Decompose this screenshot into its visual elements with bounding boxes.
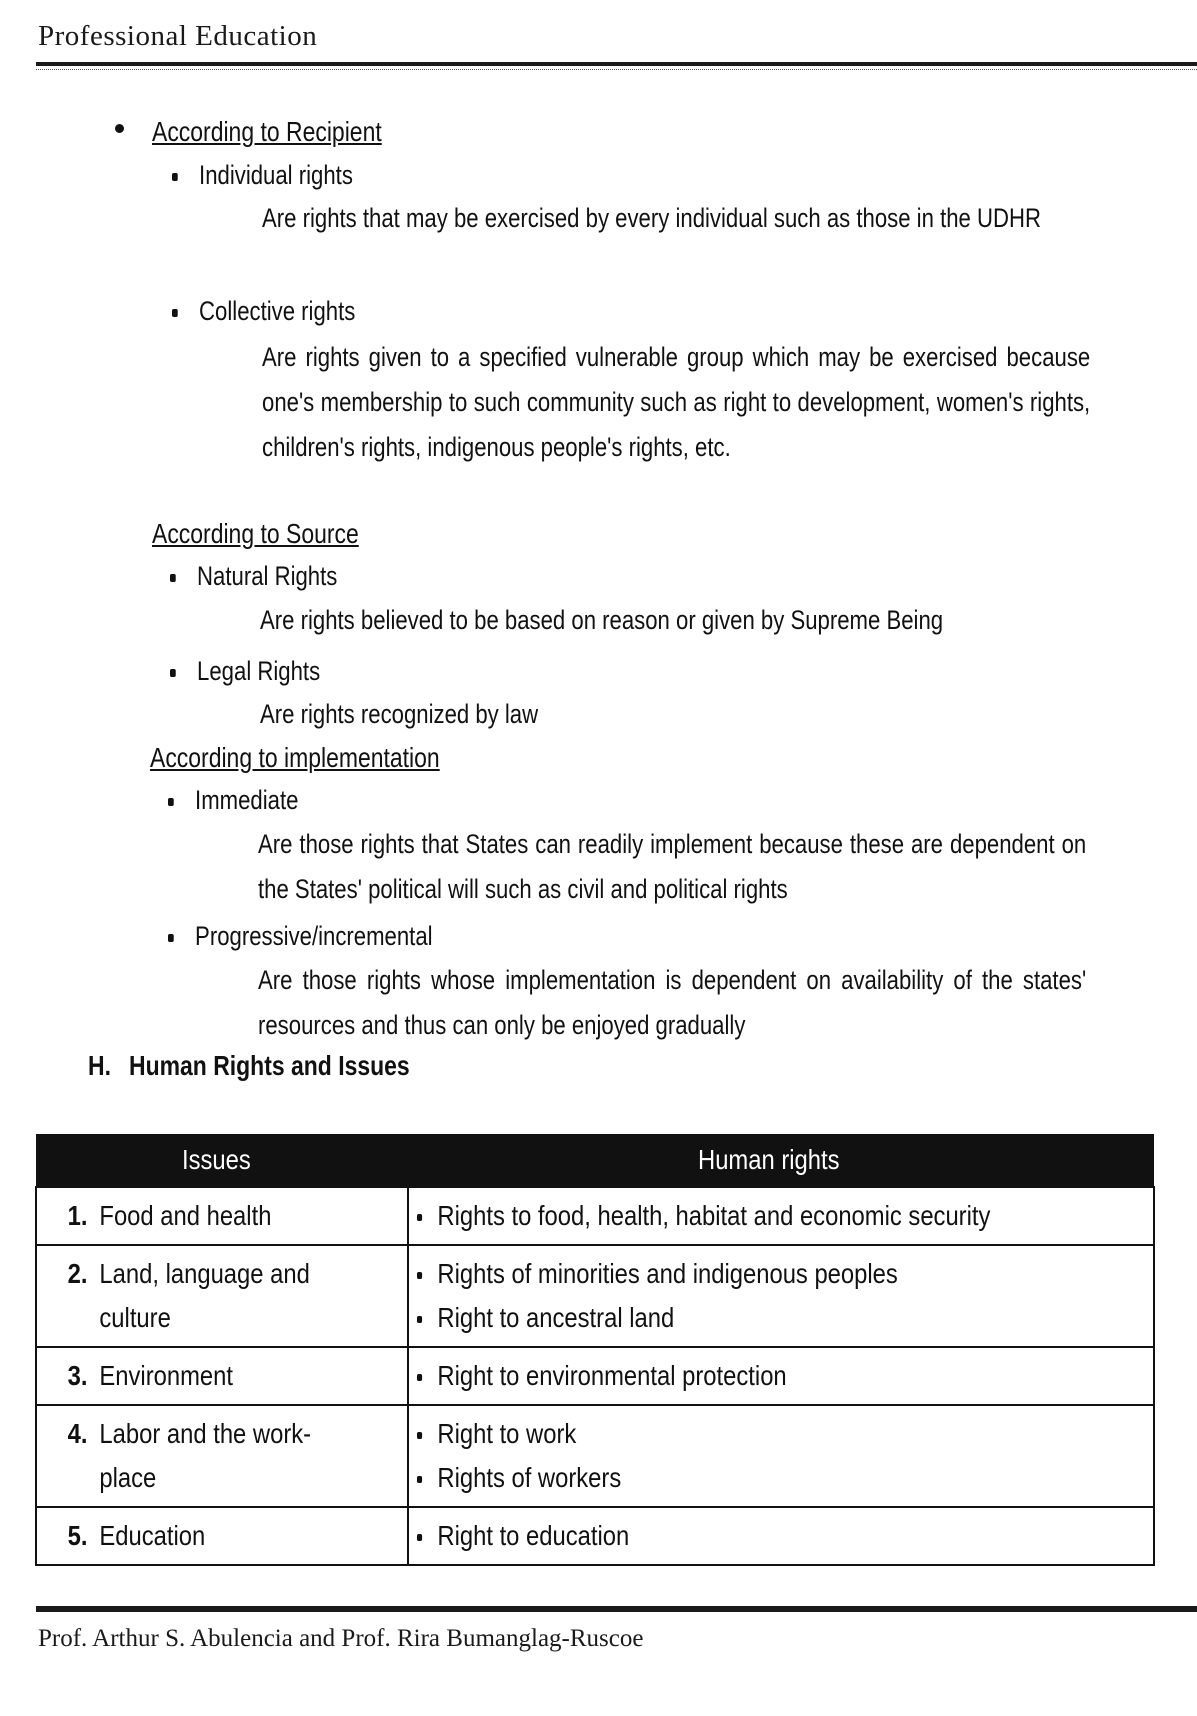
rights-cell bbox=[408, 1405, 1154, 1507]
header-issues: Issues bbox=[36, 1134, 408, 1187]
desc-legal-rights: Are rights recognized by law bbox=[260, 699, 539, 729]
term-legal-rights: Legal Rights bbox=[170, 656, 320, 687]
footer-rule bbox=[36, 1606, 1197, 1612]
right-item: Right to education bbox=[417, 1514, 629, 1558]
header-human-rights: Human rights bbox=[408, 1134, 1154, 1187]
desc-progressive: Are those rights whose implementation is dependent on availability of the states' resources and thus can only be enjoyed gradually bbox=[258, 965, 1087, 1040]
issue-label: Labor and the work-place bbox=[99, 1418, 312, 1493]
bullet-icon bbox=[168, 934, 174, 942]
bullet-icon bbox=[170, 574, 176, 582]
header-rule-dotted bbox=[36, 69, 1197, 71]
section-heading-source: According to Source bbox=[152, 518, 359, 549]
rights-cell bbox=[408, 1347, 1154, 1405]
term-individual-rights: Individual rights bbox=[172, 160, 353, 191]
bullet-icon bbox=[172, 173, 178, 181]
page-header-title: Professional Education bbox=[38, 20, 318, 52]
bullet-icon bbox=[170, 669, 176, 677]
desc-individual-rights: Are rights that may be exercised by every individual such as those in the UDHR bbox=[262, 203, 1041, 233]
bullet-icon bbox=[417, 1214, 422, 1221]
table-row bbox=[36, 1507, 1154, 1565]
bullet-icon bbox=[172, 309, 178, 317]
section-bullet bbox=[115, 124, 124, 133]
rights-cell bbox=[408, 1245, 1154, 1347]
issue-cell bbox=[36, 1347, 408, 1405]
footer-authors: Prof. Arthur S. Abulencia and Prof. Rira Bumanglag-Ruscoe bbox=[38, 1625, 644, 1652]
issue-label: Food and health bbox=[99, 1200, 272, 1231]
issue-cell bbox=[36, 1405, 408, 1507]
bullet-icon bbox=[417, 1476, 422, 1483]
row-number: 3. bbox=[67, 1360, 88, 1391]
bullet-icon bbox=[168, 798, 174, 806]
table-row bbox=[36, 1245, 1154, 1347]
bullet-icon bbox=[417, 1374, 422, 1381]
term-progressive: Progressive/incremental bbox=[168, 921, 433, 952]
issue-cell bbox=[36, 1187, 408, 1245]
rights-cell bbox=[408, 1507, 1154, 1565]
table-row bbox=[36, 1405, 1154, 1507]
bullet-icon bbox=[417, 1534, 422, 1541]
bullet-icon bbox=[417, 1316, 422, 1323]
section-heading-implementation: According to implementation bbox=[150, 742, 440, 773]
right-item: Rights of workers bbox=[417, 1456, 621, 1500]
row-number: 4. bbox=[67, 1418, 88, 1449]
header-rule bbox=[36, 62, 1197, 66]
term-collective-rights: Collective rights bbox=[172, 296, 355, 327]
right-item: Rights to food, health, habitat and economic security bbox=[417, 1194, 990, 1238]
row-number: 5. bbox=[67, 1520, 88, 1551]
issue-cell bbox=[36, 1507, 408, 1565]
issues-rights-table bbox=[35, 1134, 1155, 1566]
bullet-icon bbox=[417, 1432, 422, 1439]
row-number: 1. bbox=[67, 1200, 88, 1231]
row-number: 2. bbox=[67, 1258, 88, 1289]
desc-immediate: Are those rights that States can readily implement because these are dependent on the States' political will such as civil and political rights bbox=[258, 829, 1087, 904]
table-header-row bbox=[36, 1134, 1154, 1187]
section-h-title: H. Human Rights and Issues bbox=[88, 1050, 410, 1081]
right-item: Right to work bbox=[417, 1412, 621, 1456]
term-immediate: Immediate bbox=[168, 785, 298, 816]
term-natural-rights: Natural Rights bbox=[170, 561, 337, 592]
issue-label: Environment bbox=[99, 1360, 234, 1391]
bullet-icon bbox=[417, 1272, 422, 1279]
desc-collective-rights: Are rights given to a specified vulnerable group which may be exercised because one's membership to such community such as right to development, women's rights, children's rights, indigenous people's rights, etc. bbox=[262, 342, 1091, 462]
table-row bbox=[36, 1347, 1154, 1405]
right-item: Right to environmental protection bbox=[417, 1354, 787, 1398]
table-row bbox=[36, 1187, 1154, 1245]
rights-cell bbox=[408, 1187, 1154, 1245]
desc-natural-rights: Are rights believed to be based on reason or given by Supreme Being bbox=[260, 605, 944, 635]
right-item: Rights of minorities and indigenous peoples bbox=[417, 1252, 898, 1296]
right-item: Right to ancestral land bbox=[417, 1296, 898, 1340]
section-heading-recipient: According to Recipient bbox=[152, 116, 382, 147]
issue-label: Education bbox=[99, 1520, 206, 1551]
issue-label: Land, language and culture bbox=[99, 1258, 310, 1333]
issue-cell bbox=[36, 1245, 408, 1347]
